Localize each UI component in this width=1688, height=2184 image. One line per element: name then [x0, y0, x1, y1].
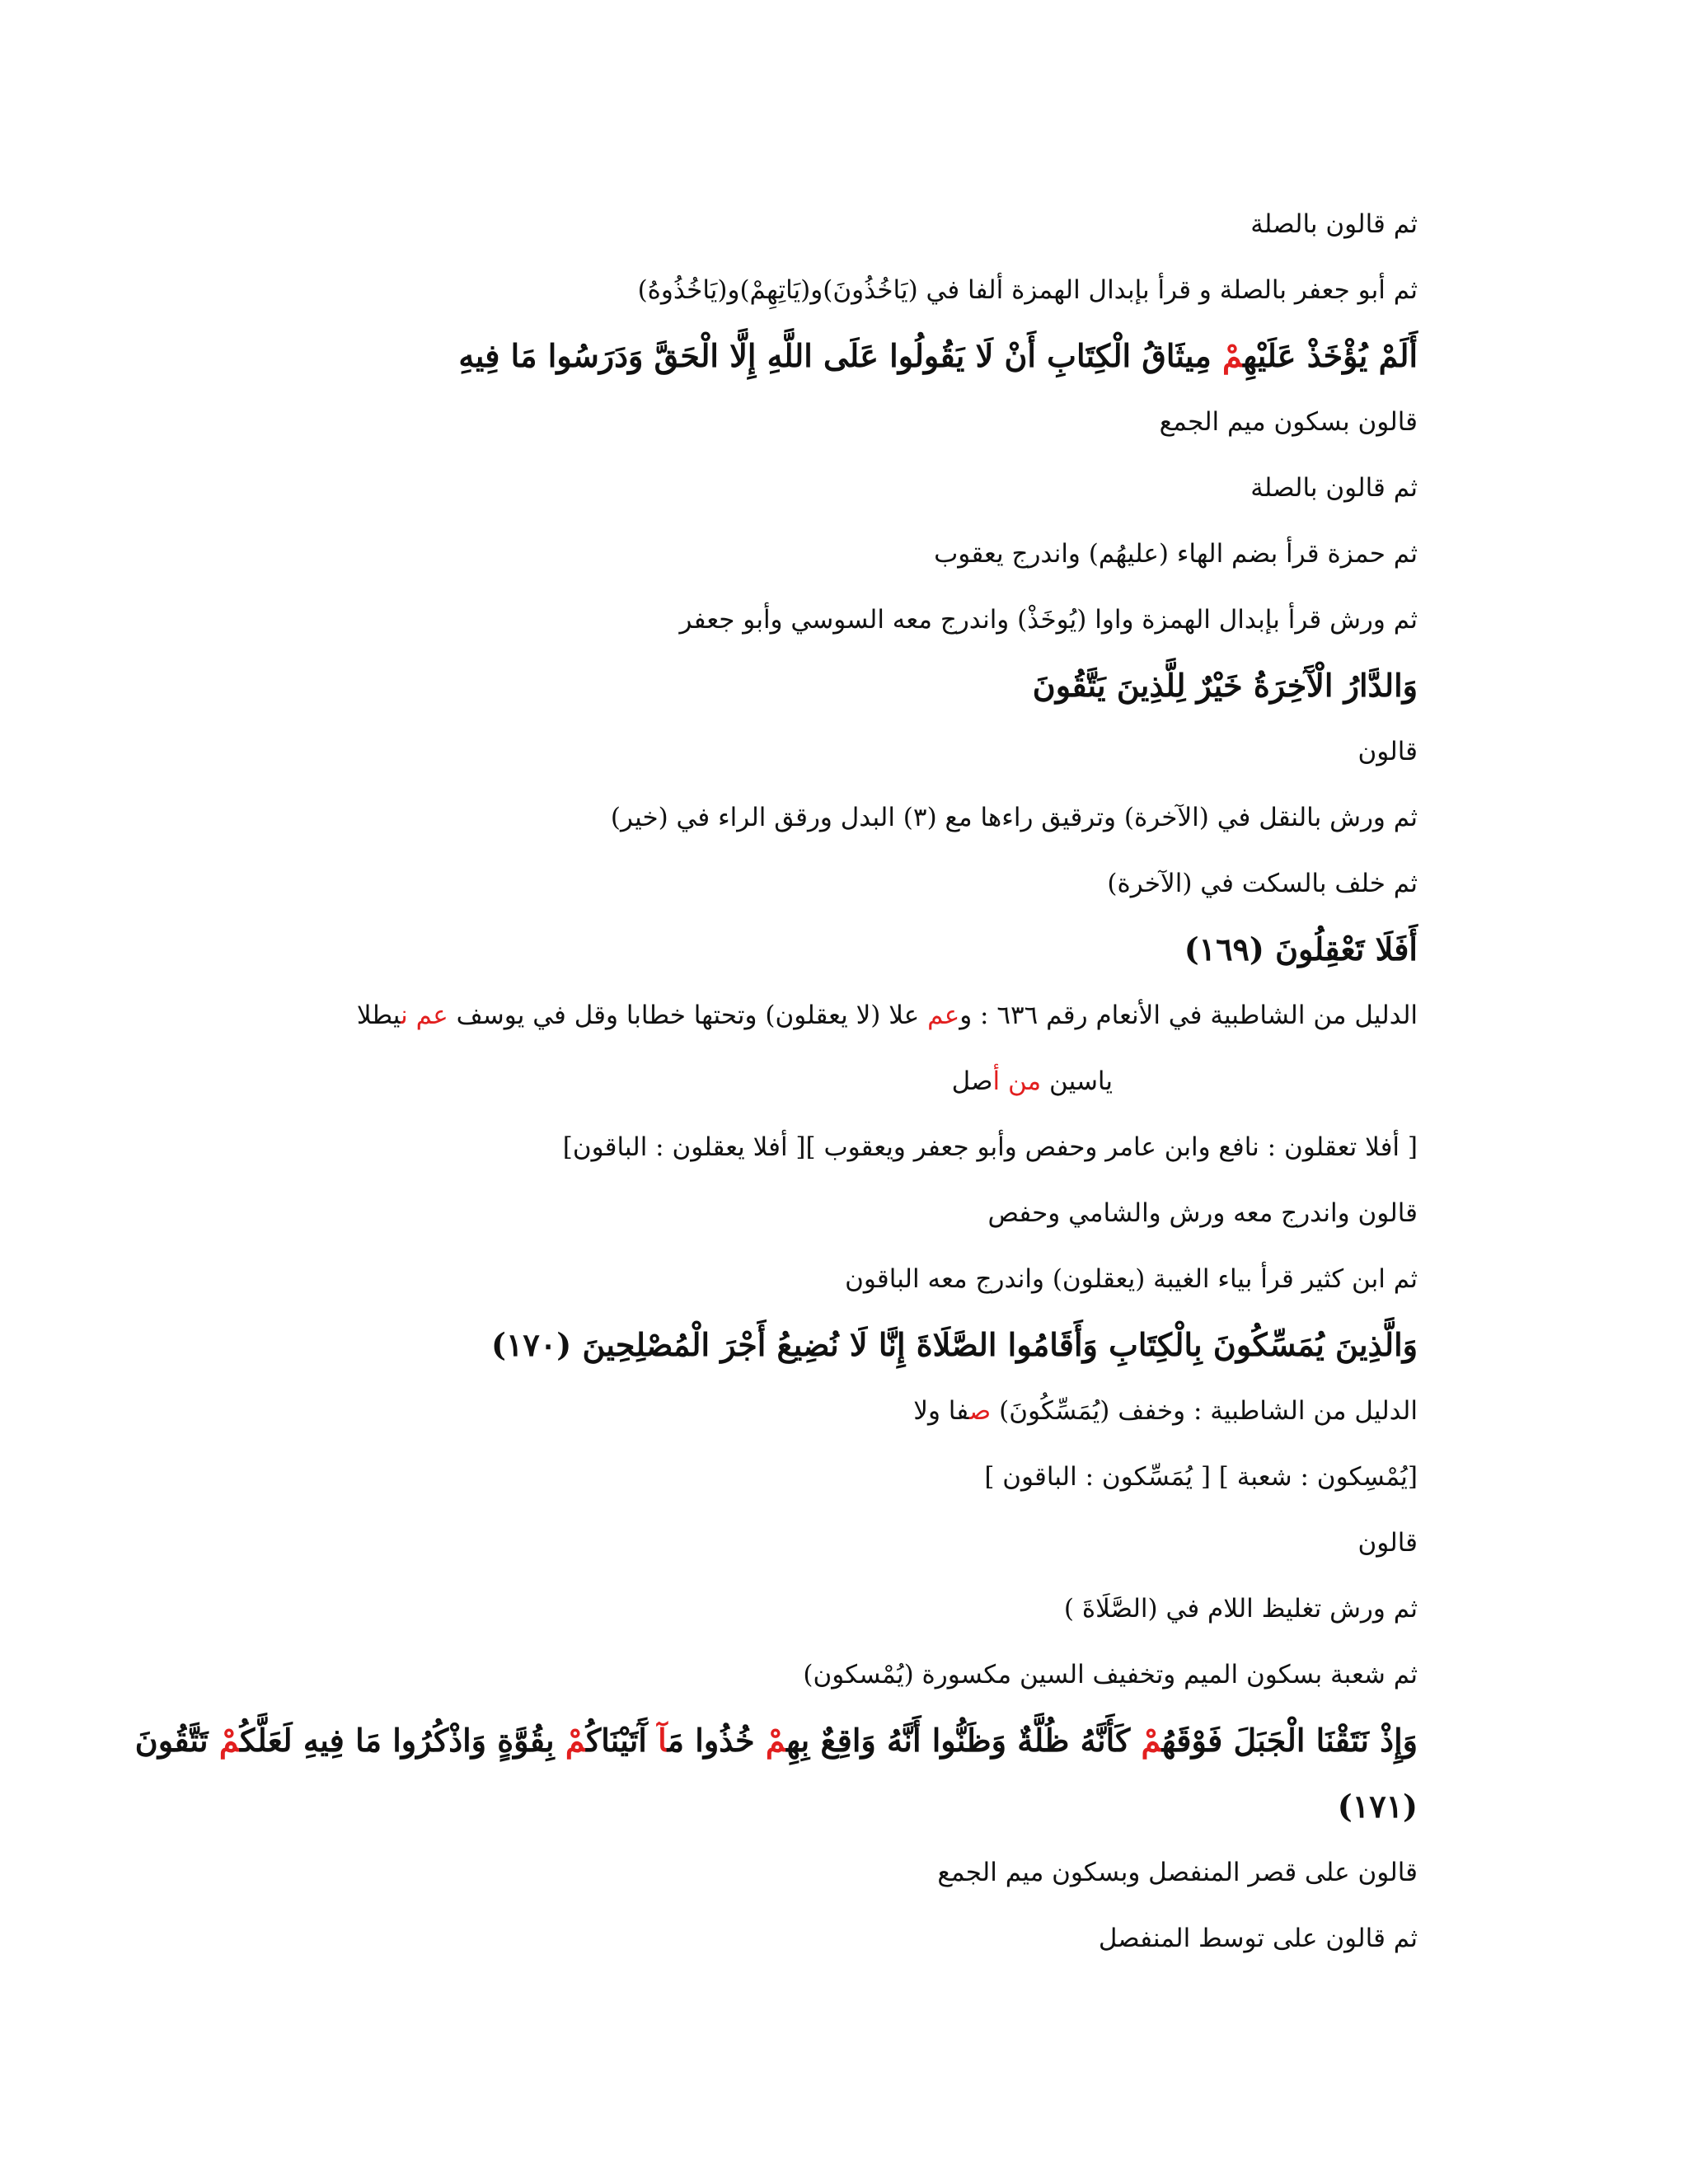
text-segment: ثم ابن كثير قرأ بياء الغيبة (يعقلون) واندرج معه الباقون: [845, 1264, 1418, 1294]
text-segment: [يُمْسِكون : شعبة ] [ يُمَسِّكون : الباقون ]: [984, 1462, 1418, 1492]
highlighted-text: ص: [968, 1396, 992, 1426]
text-segment: الدليل من الشاطبية في الأنعام رقم ٦٣٦ : و: [959, 1001, 1418, 1030]
text-segment: وَإِذْ نَتَقْنَا الْجَبَلَ فَوْقَهُ: [1161, 1722, 1418, 1759]
commentary-line: [264, 851, 1418, 916]
text-segment: علا (لا يعقلون) وتحتها: [693, 1001, 928, 1030]
text-segment: بِقُوَّةٍ وَاذْكُرُوا مَا فِيهِ لَعَلَّكُ: [240, 1722, 565, 1759]
text-segment: ثم قالون بالصلة: [1250, 209, 1418, 239]
text-segment: مِيثَاقُ الْكِتَابِ أَنْ لَا يَقُولُوا عَلَى اللَّهِ إِلَّا الْحَقَّ وَدَرَسُوا مَا فِيهِ: [458, 337, 1222, 374]
text-segment: وَالَّذِينَ يُمَسِّكُونَ بِالْكِتَابِ وَأَقَامُوا الصَّلَاةَ إِنَّا لَا نُضِيعُ أَجْرَ الْمُصْلِحِينَ (١٧٠): [491, 1326, 1418, 1363]
commentary-line: [264, 257, 1418, 323]
commentary-line: [264, 455, 1418, 521]
commentary-line: [264, 1048, 1418, 1114]
commentary-line: [264, 1444, 1418, 1510]
text-segment: صل: [951, 1066, 993, 1096]
commentary-line: [264, 191, 1418, 257]
text-segment: (١٧١): [1337, 1788, 1418, 1825]
highlighted-text: عم: [415, 1001, 448, 1030]
text-segment: ثم خلف بالسكت في (الآخرة): [1107, 869, 1418, 898]
commentary-line: [264, 1840, 1418, 1905]
highlighted-text: من: [1007, 1066, 1042, 1096]
verse-line: [264, 916, 1418, 982]
text-segment: قالون: [1357, 1528, 1418, 1558]
text-segment: [ أفلا تعقلون : نافع وابن عامر وحفص وأبو جعفر ويعقوب ][ أفلا يعقلون : الباقون]: [562, 1132, 1418, 1162]
verse-line: [264, 323, 1418, 389]
commentary-line: [264, 1180, 1418, 1246]
document-page: [134, 191, 1418, 1971]
text-segment: خطابا وقل في يوسف: [448, 1001, 694, 1030]
text-segment: ثم أبو جعفر بالصلة و قرأ بإبدال الهمزة ألفا في (يَاخُذُونَ)و(يَاتِهِمْ)و(يَاخُذُوهُ): [637, 275, 1418, 305]
text-segment: فا ولا: [913, 1396, 969, 1426]
highlighted-text: أ: [992, 1066, 1001, 1096]
text-segment: ثم ورش قرأ بإبدال الهمزة واوا (يُوخَذْ) واندرج معه السوسي وأبو جعفر: [679, 605, 1418, 635]
commentary-line: [264, 587, 1418, 653]
text-segment: خُذُوا مَ: [667, 1722, 766, 1759]
text-segment: آَتَيْنَاكُ: [586, 1722, 659, 1759]
verse-line: [264, 1312, 1418, 1378]
text-segment: أَلَمْ يُؤْخَذْ عَلَيْهِ: [1243, 337, 1418, 374]
text-segment: ثم قالون على توسط المنفصل: [1098, 1924, 1418, 1953]
text-segment: [408, 1001, 416, 1030]
verse-line: [134, 1708, 1418, 1774]
text-segment: قالون: [1357, 737, 1418, 766]
text-segment: قالون واندرج معه ورش والشامي وحفص: [987, 1198, 1418, 1228]
text-segment: تَتَّقُونَ: [134, 1722, 219, 1759]
text-segment: كَأَنَّهُ ظُلَّةٌ وَظَنُّوا أَنَّهُ وَاقِعٌ بِهِ: [786, 1722, 1142, 1759]
commentary-line: [264, 719, 1418, 785]
commentary-line: [264, 982, 1418, 1048]
highlighted-text: مْ: [218, 1722, 241, 1759]
text-segment: وَالدَّارُ الْآَخِرَةُ خَيْرٌ لِلَّذِينَ يَتَّقُونَ: [1032, 667, 1418, 704]
commentary-line: [264, 1246, 1418, 1312]
text-segment: أَفَلَا تَعْقِلُونَ (١٦٩): [1184, 930, 1418, 968]
highlighted-text: مْ: [1141, 1722, 1162, 1759]
commentary-line: [264, 1114, 1418, 1180]
text-segment: ثم شعبة بسكون الميم وتخفيف السين مكسورة (يُمْسكون): [803, 1660, 1418, 1690]
text-segment: ثم ورش تغليظ اللام في (الصَّلَاةَ ): [1063, 1594, 1418, 1624]
verse-line: [264, 1774, 1418, 1840]
text-segment: قالون على قصر المنفصل وبسكون ميم الجمع: [937, 1858, 1418, 1887]
text-segment: ياسين: [1041, 1066, 1113, 1096]
highlighted-text: مْ: [1221, 337, 1244, 374]
text-segment: ثم حمزة قرأ بضم الهاء (عليهُم) واندرج يعقوب: [934, 539, 1418, 569]
highlighted-text: عم: [927, 1001, 960, 1030]
text-segment: الدليل من الشاطبية : وخفف (يُمَسِّكُونَ): [991, 1396, 1418, 1426]
text-segment: يطلا: [356, 1001, 401, 1030]
highlighted-text: ن: [401, 1001, 408, 1030]
commentary-line: [264, 1576, 1418, 1642]
highlighted-text: مْ: [765, 1722, 787, 1759]
text-segment: [1000, 1066, 1008, 1096]
commentary-line: [264, 521, 1418, 587]
commentary-line: [264, 1642, 1418, 1708]
commentary-line: [264, 1378, 1418, 1444]
verse-line: [264, 653, 1418, 719]
commentary-line: [264, 1510, 1418, 1576]
text-segment: ثم ورش بالنقل في (الآخرة) وترقيق راءها مع (٣) البدل ورقق الراء في (خير): [610, 803, 1418, 832]
highlighted-text: آ: [658, 1722, 668, 1759]
text-segment: ثم قالون بالصلة: [1250, 473, 1418, 503]
commentary-line: [264, 785, 1418, 851]
commentary-line: [264, 1905, 1418, 1971]
text-segment: قالون بسكون ميم الجمع: [1159, 407, 1418, 437]
highlighted-text: مْ: [565, 1722, 587, 1759]
commentary-line: [264, 389, 1418, 455]
